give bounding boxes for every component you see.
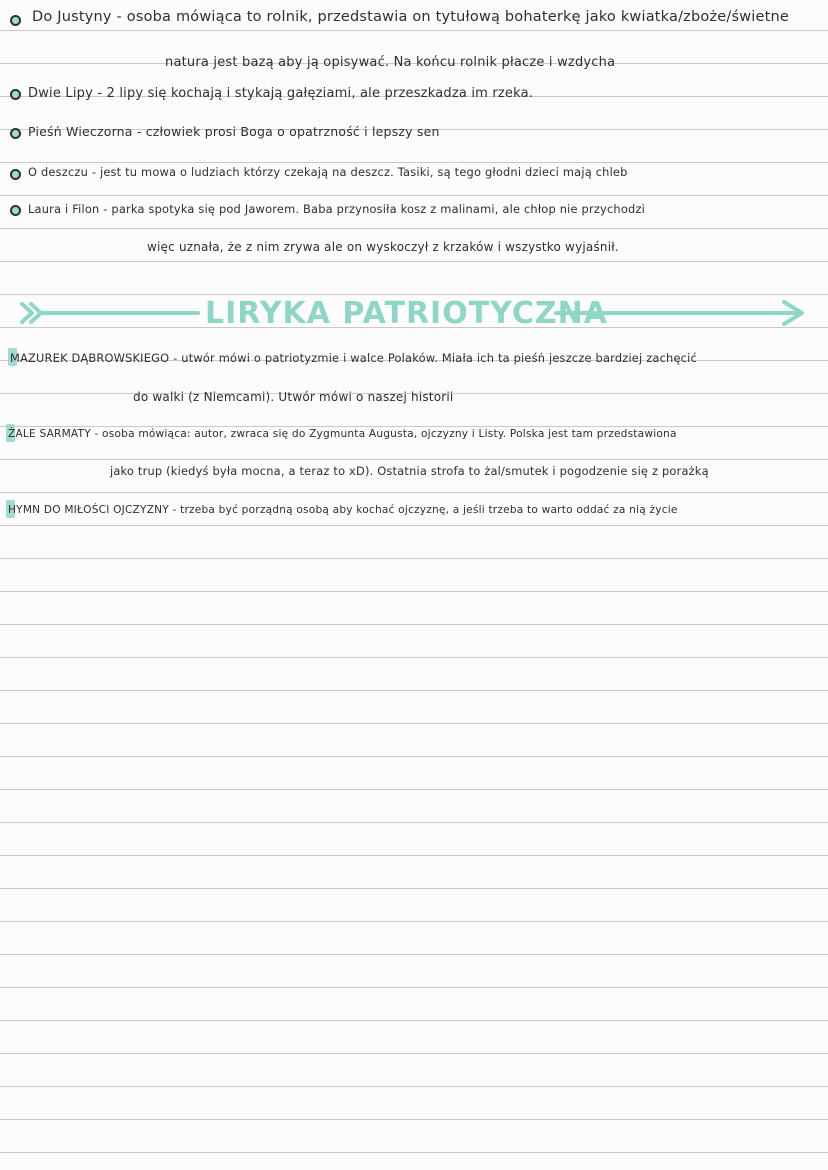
note-line-laura-i-filon-cont: więc uznała, że z nim zrywa ale on wyskoczył z krzaków i wszystko wyjaśnił. [147, 240, 619, 254]
note-line-mazurek-cont: do walki (z Niemcami). Utwór mówi o naszej historii [133, 390, 454, 404]
note-line-zale-sarmaty: ŻALE SARMATY - osoba mówiąca: autor, zwraca się do Zygmunta Augusta, ojczyzny i Listy. Polska jest tam przedstawiona [8, 428, 677, 440]
note-line-do-justyny: Do Justyny - osoba mówiąca to rolnik, przedstawia on tytułową bohaterkę jako kwiatka/zboże/świetne [32, 9, 790, 25]
note-line-piesn-wieczorna: Pieśń Wieczorna - człowiek prosi Boga o opatrzność i lepszy sen [28, 124, 440, 139]
bullet-icon [10, 169, 21, 180]
section-title-liryka-patriotyczna: LIRYKA PATRIOTYCZNA [205, 296, 608, 331]
note-line-mazurek: MAZUREK DĄBROWSKIEGO - utwór mówi o patriotyzmie i walce Polaków. Miała ich ta pieśń jeszcze bardziej zachęcić [10, 351, 697, 365]
note-line-hymn: HYMN DO MIŁOŚCI OJCZYZNY - trzeba być porządną osobą aby kochać ojczyznę, a jeśli trzeba to warto oddać za nią życie [8, 504, 678, 516]
note-line-zale-sarmaty-cont: jako trup (kiedyś była mocna, a teraz to xD). Ostatnia strofa to żal/smutek i pogodzenie się z porażką [110, 464, 709, 478]
note-line-dwie-lipy: Dwie Lipy - 2 lipy się kochają i stykają gałęziami, ale przeszkadza im rzeka. [28, 86, 534, 101]
note-line-o-deszczu: O deszczu - jest tu mowa o ludziach którzy czekają na deszcz. Tasiki, są tego głodni dzieci mają chleb [28, 165, 628, 179]
bullet-icon [10, 89, 21, 100]
note-line-laura-i-filon: Laura i Filon - parka spotyka się pod Jaworem. Baba przynosiła kosz z malinami, ale chłop nie przychodzi [28, 202, 645, 216]
bullet-icon [10, 205, 21, 216]
bullet-icon [10, 128, 21, 139]
bullet-icon [10, 15, 21, 26]
note-line-do-justyny-cont: natura jest bazą aby ją opisywać. Na końcu rolnik płacze i wzdycha [165, 55, 616, 70]
